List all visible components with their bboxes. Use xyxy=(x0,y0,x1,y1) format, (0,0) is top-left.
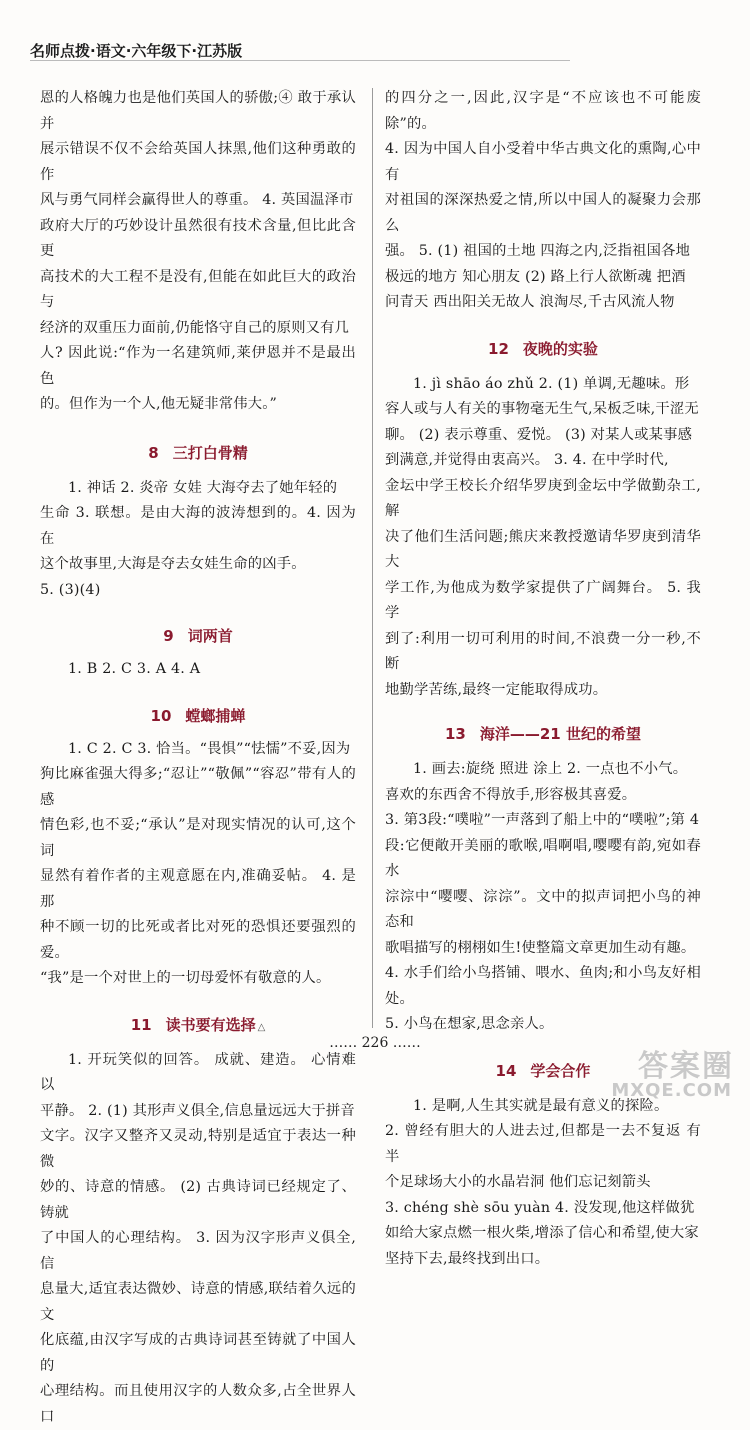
watermark-logo-text: 答案圈 xyxy=(638,1049,734,1084)
section-number: 12 xyxy=(488,339,509,358)
text-line: 狗比麻雀强大得多;“忍让”“敬佩”“容忍”带有人的感 xyxy=(40,766,356,808)
text-line: 息量大,适宜表达微妙、诗意的情感,联结着久远的文 xyxy=(40,1281,356,1323)
column-divider xyxy=(372,88,373,1028)
text-line: 1. C 2. C 3. 恰当。“畏惧”“怯懦”不妥,因为 xyxy=(68,740,351,757)
text-line: 2. 曾经有胆大的人进去过,但都是一去不复返 有半 xyxy=(385,1123,701,1165)
watermark-url: MXQE.COM xyxy=(611,1080,732,1101)
section-heading-10 xyxy=(40,705,356,727)
text-line: 1. 是啊,人生其实就是最有意义的探险。 xyxy=(413,1097,669,1114)
section-number: 13 xyxy=(445,725,466,743)
text-line: 经济的双重压力面前,仍能恪守自己的原则又有几 xyxy=(40,319,350,336)
text-line: 到了:利用一切可利用的时间,不浪费一分一秒,不断 xyxy=(385,630,701,672)
text-line: 个足球场大小的水晶岩洞 他们忘记刻箭头 xyxy=(385,1174,651,1190)
text-line: 如给大家点燃一根火柴,增添了信心和希望,使大家 xyxy=(385,1225,699,1241)
text-line: 风与勇气同样会赢得世人的尊重。 4. 英国温泽市 xyxy=(40,192,354,208)
section-heading-8 xyxy=(40,442,356,464)
section-heading-13 xyxy=(385,723,701,745)
text-line: 文字。汉字又整齐又灵动,特别是适宜于表达一种微 xyxy=(40,1128,356,1170)
text-line: 1. jì shāo áo zhǔ 2. (1) 单调,无趣味。形 xyxy=(413,375,690,392)
text-line: 展示错误不仅不会给英国人抹黑,他们这种勇敢的作 xyxy=(40,141,356,183)
header-rule xyxy=(30,60,570,61)
text-line: 5. (3)(4) xyxy=(40,581,101,598)
text-line: 4. 因为中国人自小受着中华古典文化的熏陶,心中有 xyxy=(385,141,701,183)
section-number: 9 xyxy=(163,627,174,645)
text-line: “我”是一个对世上的一切母爱怀有敬意的人。 xyxy=(40,970,331,986)
text-line: 强。 5. (1) 祖国的土地 四海之内,泛指祖国各地 xyxy=(385,243,691,259)
text-line: 喜欢的东西舍不得放手,形容极其喜爱。 xyxy=(385,786,637,803)
text-line: 段:它便敞开美丽的歌喉,唱啊唱,嘤嘤有韵,宛如春水 xyxy=(385,837,701,879)
text-line: 情色彩,也不妥;“承认”是对现实情况的认可,这个词 xyxy=(40,817,356,859)
text-line: 5. 小鸟在想家,思念亲人。 xyxy=(385,1016,554,1032)
text-line: 问青天 西出阳关无故人 浪淘尽,千古风流人物 xyxy=(385,294,675,310)
section-number: 14 xyxy=(495,1061,517,1080)
left-intro xyxy=(40,86,356,418)
text-line: 淙淙中“嘤嘤、淙淙”。文中的拟声词把小鸟的神态和 xyxy=(385,888,701,930)
text-line: 这个故事里,大海是夺去女娃生命的凶手。 xyxy=(40,556,306,572)
text-line: 决了他们生活问题;熊庆来教授邀请华罗庚到清华大 xyxy=(385,528,701,570)
section-title: 词两首 xyxy=(187,627,233,645)
text-line: 妙的、诗意的情感。 (2) 古典诗词已经规定了、铸就 xyxy=(40,1179,356,1221)
page-number: …… 226 …… xyxy=(329,1035,421,1051)
text-line: 的四分之一,因此,汉字是“不应该也不可能废除”的。 xyxy=(385,90,701,132)
text-line: 容人或与人有关的事物毫无生气,呆板乏味,干涩无 xyxy=(385,401,699,417)
text-line: 4. 水手们给小鸟搭铺、喂水、鱼肉;和小鸟友好相处。 xyxy=(385,965,701,1007)
text-line: 到满意,并觉得由衷高兴。 3. 4. 在中学时代, xyxy=(385,452,669,468)
text-line: 恩的人格魄力也是他们英国人的骄傲;④ 敢于承认并 xyxy=(40,90,356,132)
text-line: 1. 画去:旋绕 照进 涂上 2. 一点也不小气。 xyxy=(413,761,688,777)
running-header: 名师点拨·语文·六年级下·江苏版 xyxy=(30,42,243,60)
text-line: 平静。 2. (1) 其形声义俱全,信息量远远大于拼音 xyxy=(40,1102,355,1119)
section-heading-11 xyxy=(40,1014,356,1036)
text-line: 1. 开玩笑似的回答。 成就、建造。 心情难以 xyxy=(40,1051,356,1093)
left-column xyxy=(40,86,356,1430)
section-title: 螳螂捕蝉 xyxy=(185,706,246,725)
triangle-mark-icon: △ xyxy=(257,1021,266,1033)
text-line: 显然有着作者的主观意愿在内,准确妥帖。 4. 是那 xyxy=(40,868,356,910)
section-title: 夜晚的实验 xyxy=(522,339,598,358)
text-line: 生命 3. 联想。是由大海的波涛想到的。4. 因为在 xyxy=(40,505,356,547)
text-line: 政府大厅的巧妙设计虽然很有技术含量,但比此含更 xyxy=(40,217,356,259)
section-title: 学会合作 xyxy=(530,1061,591,1080)
text-line: 种不顾一切的比死或者比对死的恐惧还要强烈的爱。 xyxy=(40,919,356,961)
section-title: 读书要有选择 xyxy=(165,1015,256,1034)
section-heading-12 xyxy=(385,338,701,360)
section-heading-9 xyxy=(40,625,356,647)
text-line: 学工作,为他成为数学家提供了广阔舞台。 5. 我学 xyxy=(385,579,701,621)
text-line: 金坛中学王校长介绍华罗庚到金坛中学做勤杂工,解 xyxy=(385,477,701,519)
section-title: 三打白骨精 xyxy=(172,443,248,462)
text-line: 高技术的大工程不是没有,但能在如此巨大的政治与 xyxy=(40,268,356,310)
text-line: 人? 因此说:“作为一名建筑师,莱伊恩并不是最出色 xyxy=(40,345,356,387)
text-line: 3. 第3段:“噗啦”一声落到了船上中的“噗啦”;第 4 xyxy=(385,812,700,828)
text-line: 对祖国的深深热爱之情,所以中国人的凝聚力会那么 xyxy=(385,192,701,234)
text-line: 1. 神话 2. 炎帝 女娃 大海夺去了她年轻的 xyxy=(68,479,338,496)
text-line: 极远的地方 知心朋友 (2) 路上行人欲断魂 把酒 xyxy=(385,268,686,285)
text-line: 心理结构。而且使用汉字的人数众多,占全世界人口 xyxy=(40,1383,356,1425)
text-line: 1. B 2. C 3. A 4. A xyxy=(68,661,201,677)
text-line: 了中国人的心理结构。 3. 因为汉字形声义俱全,信 xyxy=(40,1230,356,1272)
text-line: 地勤学苦练,最终一定能取得成功。 xyxy=(385,681,608,698)
section-number: 10 xyxy=(150,706,172,725)
text-line: 化底蕴,由汉字写成的古典诗词甚至铸就了中国人的 xyxy=(40,1332,356,1374)
text-line: 坚持下去,最终找到出口。 xyxy=(385,1250,550,1267)
text-line: 聊。 (2) 表示尊重、爱悦。 (3) 对某人或某事感 xyxy=(385,426,693,443)
text-line: 的。但作为一个人,他无疑非常伟大。” xyxy=(40,396,278,412)
watermark-logo xyxy=(600,1041,740,1101)
section-number: 8 xyxy=(148,443,159,462)
section-title: 海洋——21 世纪的希望 xyxy=(479,725,641,743)
text-line: 3. chéng shè sōu yuàn 4. 没发现,他这样做犹 xyxy=(385,1199,695,1216)
section-number: 11 xyxy=(130,1015,152,1034)
text-line: 歌唱描写的栩栩如生!使整篇文章更加生动有趣。 xyxy=(385,939,696,956)
